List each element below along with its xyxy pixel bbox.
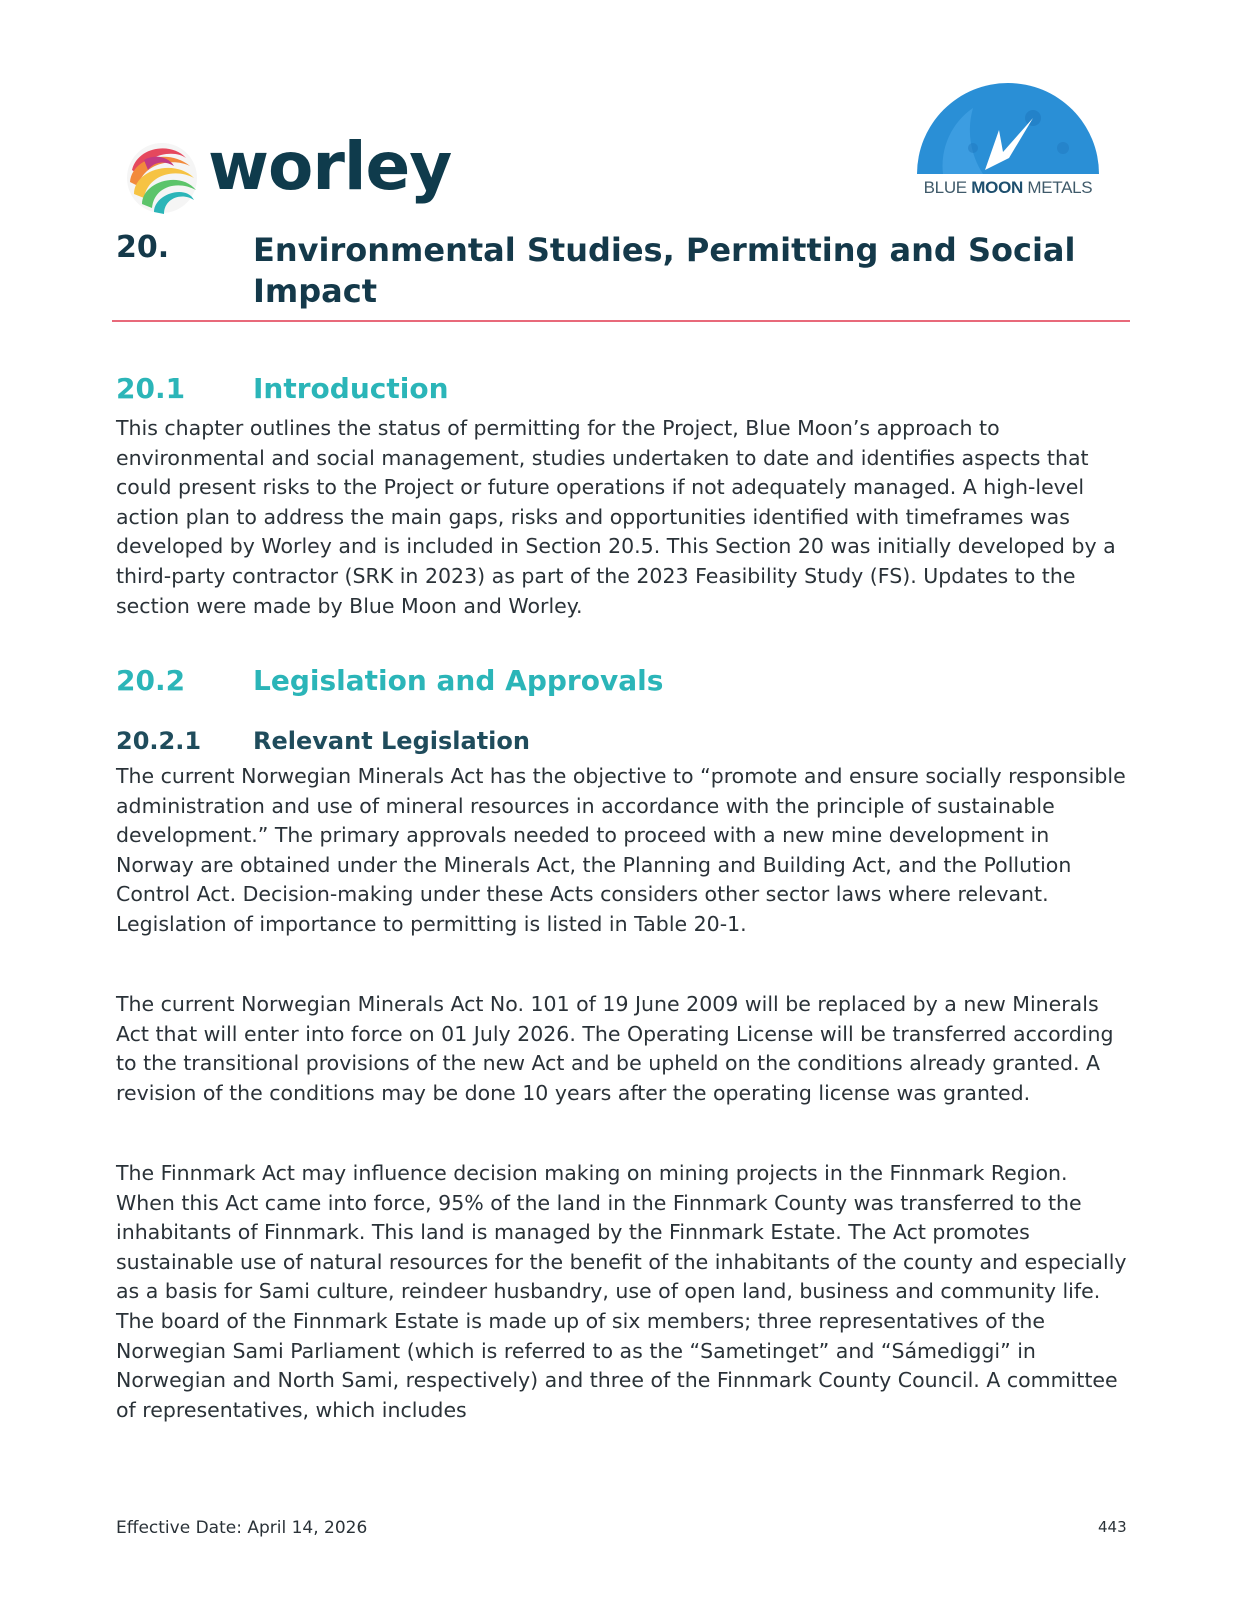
- worley-wordmark: worley: [208, 128, 452, 205]
- legislation-paragraph-2: The current Norwegian Minerals Act No. 101 of 19 June 2009 will be replaced by a new Minerals Act that will enter into force on 01 July 2026. The Operating License will be transferred according to the transitional provisions of the new Act and be upheld on the conditions already granted. A revision of the conditions may be done 10 years after the operating license was granted.: [116, 992, 1114, 1105]
- section-number: 20.1: [116, 372, 186, 405]
- page-number: 443: [1098, 1518, 1127, 1536]
- subsection-number: 20.2.1: [116, 727, 202, 755]
- subsection-title: Relevant Legislation: [253, 727, 530, 755]
- chapter-divider: [112, 320, 1130, 322]
- moon-icon: [913, 78, 1103, 178]
- effective-date: Effective Date: April 14, 2026: [116, 1518, 368, 1538]
- chapter-title: Environmental Studies, Permitting and Social Impact: [253, 231, 1076, 310]
- section-title: Introduction: [253, 372, 449, 405]
- blue-moon-metals-wordmark: BLUE MOON METALS: [923, 178, 1093, 197]
- section-number: 20.2: [116, 664, 186, 697]
- chapter-number: 20.: [116, 230, 170, 265]
- worley-swirl-icon: [124, 140, 200, 216]
- section-title: Legislation and Approvals: [253, 664, 664, 697]
- worley-logo: [124, 128, 452, 214]
- introduction-paragraph: This chapter outlines the status of permitting for the Project, Blue Moon’s approach to environmental and social management, studies undertaken to date and identifies aspects that could present risks to the Project or future operations if not adequately managed. A high-level action plan to address the main gaps, risks and opportunities identified with timeframes was developed by Worley and is included in Section 20.5. This Section 20 was initially developed by a third-party contractor (SRK in 2023) as part of the 2023 Feasibility Study (FS). Updates to the section were made by Blue Moon and Worley.: [116, 416, 1116, 618]
- blue-moon-metals-logo: [913, 78, 1113, 204]
- legislation-paragraph-3: The Finnmark Act may influence decision making on mining projects in the Finnmark Region. When this Act came into force, 95% of the land in the Finnmark County was transferred to the inhabitants of Finnmark. This land is managed by the Finnmark Estate. The Act promotes sustainable use of natural resources for the benefit of the inhabitants of the county and especially as a basis for Sami culture, reindeer husbandry, use of open land, business and community life. The board of the Finnmark Estate is made up of six members; three representatives of the Norwegian Sami Parliament (which is referred to as the “Sametinget” and “Sámediggi” in Norwegian and North Sami, respectively) and three of the Finnmark County Council. A committee of representatives, which includes: [116, 1161, 1127, 1422]
- legislation-paragraph-1: The current Norwegian Minerals Act has the objective to “promote and ensure socially responsible administration and use of mineral resources in accordance with the principle of sustainable development.” The primary approvals needed to proceed with a new mine development in Norway are obtained under the Minerals Act, the Planning and Building Act, and the Pollution Control Act. Decision-making under these Acts considers other sector laws where relevant. Legislation of importance to permitting is listed in Table 20-1.: [116, 764, 1126, 936]
